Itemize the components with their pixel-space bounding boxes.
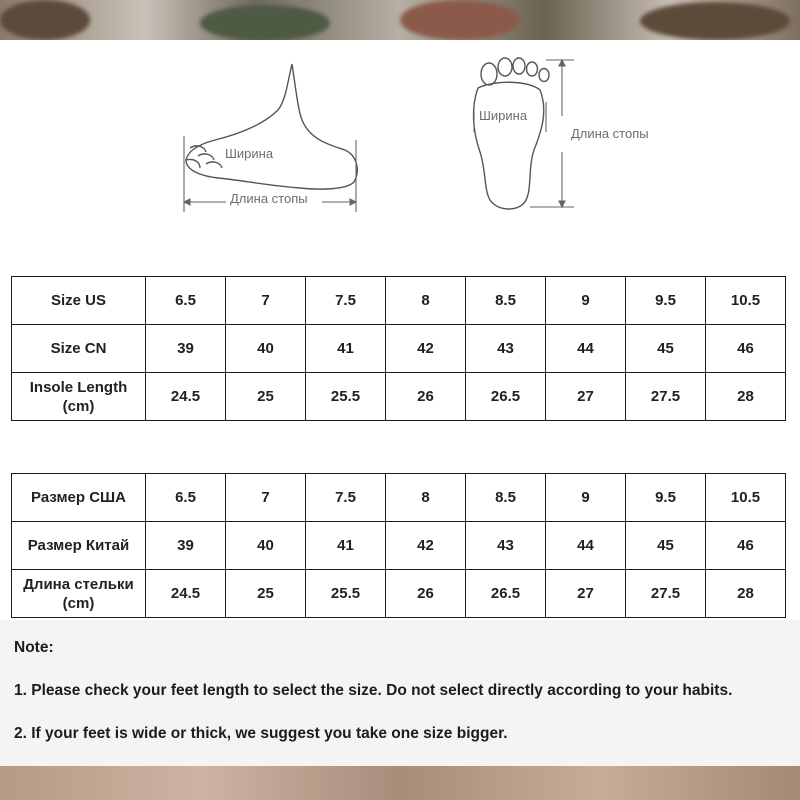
side-view-foot-illustration [186, 64, 357, 189]
table-cell: 26 [386, 570, 466, 618]
table-row [12, 325, 786, 373]
table-cell: 28 [706, 373, 786, 421]
table-cell: 46 [706, 325, 786, 373]
foot-diagram-svg [0, 40, 800, 265]
side-view-length-label: Длина стопы [230, 191, 308, 206]
row-header-size-usa-ru: Размер США [12, 474, 146, 522]
table-cell: 26.5 [466, 373, 546, 421]
table-cell: 39 [146, 325, 226, 373]
table-cell: 8 [386, 277, 466, 325]
note-line-1: 1. Please check your feet length to select the size. Do not select directly according to your habits. [14, 682, 733, 699]
table-cell: 40 [226, 522, 306, 570]
size-chart-english [11, 276, 786, 421]
table-cell: 9 [546, 277, 626, 325]
table-cell: 40 [226, 325, 306, 373]
table-cell: 41 [306, 325, 386, 373]
background-photo-top [0, 0, 800, 40]
table-cell: 7.5 [306, 474, 386, 522]
table-cell: 27 [546, 570, 626, 618]
row-header-insole-length-ru [12, 570, 146, 618]
table-cell: 8.5 [466, 277, 546, 325]
table-cell: 7 [226, 474, 306, 522]
table-cell: 42 [386, 522, 466, 570]
table-row [12, 277, 786, 325]
table-cell: 24.5 [146, 373, 226, 421]
table-cell: 26 [386, 373, 466, 421]
table-cell: 41 [306, 522, 386, 570]
table-cell: 45 [626, 522, 706, 570]
table-cell: 26.5 [466, 570, 546, 618]
top-view-foot-illustration [474, 58, 549, 209]
table-cell: 7 [226, 277, 306, 325]
table-cell: 25.5 [306, 570, 386, 618]
row-header-size-cn: Size CN [12, 325, 146, 373]
table-cell: 43 [466, 522, 546, 570]
note-title: Note: [14, 639, 54, 656]
table-cell: 25 [226, 373, 306, 421]
table-cell: 6.5 [146, 474, 226, 522]
table-cell: 44 [546, 522, 626, 570]
table-cell: 43 [466, 325, 546, 373]
table-cell: 9 [546, 474, 626, 522]
table-cell: 8 [386, 474, 466, 522]
table-cell: 9.5 [626, 474, 706, 522]
table-cell: 46 [706, 522, 786, 570]
size-chart-russian [11, 473, 786, 618]
top-view-length-label: Длина стопы [571, 126, 649, 141]
table-cell: 44 [546, 325, 626, 373]
table-cell: 10.5 [706, 474, 786, 522]
table-cell: 9.5 [626, 277, 706, 325]
background-photo-bottom [0, 766, 800, 800]
table-row [12, 373, 786, 421]
row-header-insole-length [12, 373, 146, 421]
table-cell: 24.5 [146, 570, 226, 618]
top-view-width-label: Ширина [479, 108, 528, 123]
header-line: Insole Length [29, 378, 128, 396]
row-header-size-us: Size US [12, 277, 146, 325]
table-cell: 27.5 [626, 570, 706, 618]
notes-section [0, 620, 800, 766]
table-row [12, 522, 786, 570]
table-cell: 27.5 [626, 373, 706, 421]
header-unit: (cm) [62, 594, 95, 612]
table-cell: 25.5 [306, 373, 386, 421]
table-cell: 7.5 [306, 277, 386, 325]
table-cell: 28 [706, 570, 786, 618]
table-cell: 8.5 [466, 474, 546, 522]
table-cell: 39 [146, 522, 226, 570]
foot-measurement-diagrams [0, 40, 800, 265]
header-line: Длина стельки [23, 575, 134, 593]
top-view-measure-lines [474, 60, 574, 207]
table-cell: 6.5 [146, 277, 226, 325]
table-cell: 42 [386, 325, 466, 373]
header-unit: (cm) [62, 397, 95, 415]
table-cell: 27 [546, 373, 626, 421]
note-line-2: 2. If your feet is wide or thick, we suggest you take one size bigger. [14, 725, 508, 742]
table-cell: 25 [226, 570, 306, 618]
table-row [12, 570, 786, 618]
side-view-width-label: Ширина [225, 146, 274, 161]
row-header-size-china-ru: Размер Китай [12, 522, 146, 570]
table-row [12, 474, 786, 522]
table-cell: 45 [626, 325, 706, 373]
table-cell: 10.5 [706, 277, 786, 325]
